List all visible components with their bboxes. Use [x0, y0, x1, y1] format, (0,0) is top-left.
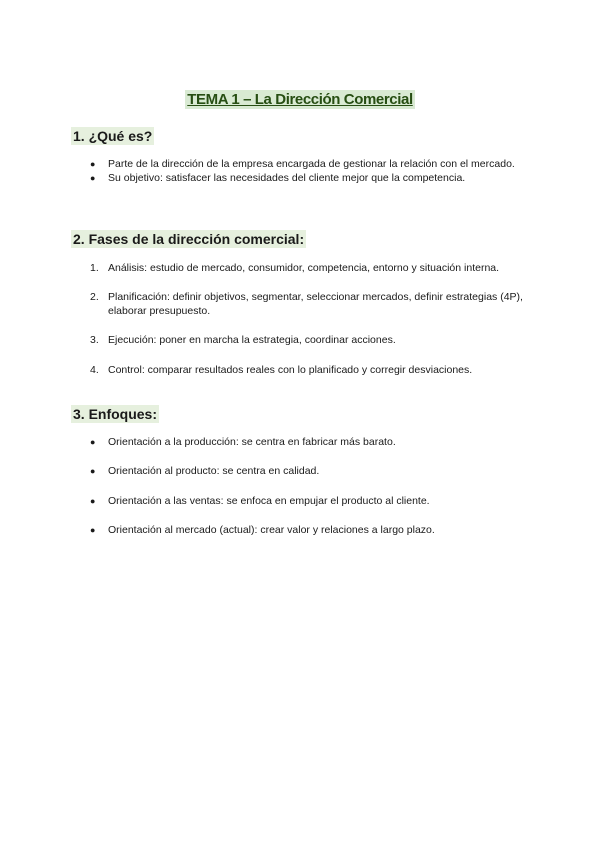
- section-3-list: [90, 494, 530, 508]
- section-1-list: [90, 157, 530, 185]
- bullet-icon: ●: [90, 525, 96, 535]
- list-item: ● Orientación a las ventas: se enfoca en empujar el producto al cliente.: [90, 495, 430, 507]
- bullet-icon: ●: [90, 437, 96, 447]
- section-heading-fases: 2. Fases de la dirección comercial:: [73, 231, 305, 247]
- list-item: ● Su objetivo: satisfacer las necesidades del cliente mejor que la competencia.: [90, 172, 466, 184]
- section-2-list: [90, 363, 530, 377]
- list-item: 2. Planificación: definir objetivos, segmentar, seleccionar mercados, definir estrategias (4P), elaborar presupuesto.: [90, 291, 523, 317]
- list-item: 3. Ejecución: poner en marcha la estrategia, coordinar acciones.: [90, 334, 396, 346]
- list-item: 4. Control: comparar resultados reales con lo planificado y corregir desviaciones.: [90, 364, 473, 376]
- list-item: ● Orientación al producto: se centra en calidad.: [90, 465, 320, 477]
- section-3-list: [90, 435, 530, 449]
- list-item: ● Orientación a la producción: se centra en fabricar más barato.: [90, 436, 396, 448]
- section-2-list: [90, 290, 530, 318]
- document-title: [0, 90, 600, 109]
- list-item: ● Orientación al mercado (actual): crear valor y relaciones a largo plazo.: [90, 524, 435, 536]
- section-2-list: [90, 261, 530, 275]
- title-text: TEMA 1 – La Dirección Comercial: [187, 91, 413, 108]
- section-3-list: [90, 523, 530, 537]
- section-3-list: [90, 464, 530, 478]
- bullet-icon: ●: [90, 173, 96, 183]
- section-2-list: [90, 333, 530, 347]
- bullet-icon: ●: [90, 466, 96, 476]
- bullet-icon: ●: [90, 159, 96, 169]
- bullet-icon: ●: [90, 496, 96, 506]
- section-heading-que-es: 1. ¿Qué es?: [73, 128, 153, 144]
- section-heading-enfoques: 3. Enfoques:: [73, 406, 158, 422]
- list-item: ● Parte de la dirección de la empresa encargada de gestionar la relación con el mercado.: [90, 158, 515, 170]
- list-item: 1. Análisis: estudio de mercado, consumidor, competencia, entorno y situación interna.: [90, 262, 500, 274]
